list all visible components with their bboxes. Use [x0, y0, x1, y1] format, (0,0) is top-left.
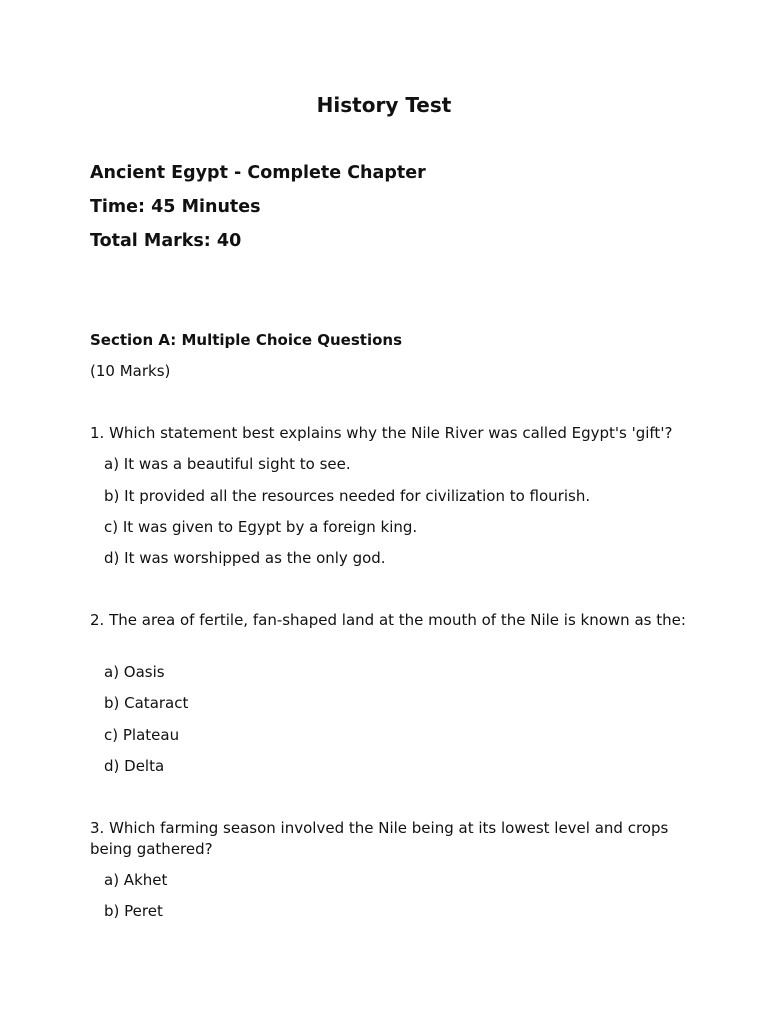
question-1-option-c: c) It was given to Egypt by a foreign king.	[104, 518, 418, 536]
question-1: 1. Which statement best explains why the Nile River was called Egypt's 'gift'?	[90, 424, 673, 442]
time-limit: Time: 45 Minutes	[90, 197, 261, 217]
question-2-option-d: d) Delta	[104, 757, 165, 775]
chapter-heading: Ancient Egypt - Complete Chapter	[90, 163, 426, 183]
question-1-option-a: a) It was a beautiful sight to see.	[104, 455, 351, 473]
question-1-option-b: b) It provided all the resources needed for civilization to flourish.	[104, 487, 591, 505]
section-marks: (10 Marks)	[90, 362, 171, 380]
question-1-option-d: d) It was worshipped as the only god.	[104, 549, 386, 567]
question-2-option-c: c) Plateau	[104, 726, 180, 744]
question-2: 2. The area of fertile, fan-shaped land at the mouth of the Nile is known as the:	[90, 611, 686, 629]
total-marks: Total Marks: 40	[90, 231, 242, 251]
question-2-option-a: a) Oasis	[104, 663, 165, 681]
section-heading: Section A: Multiple Choice Questions	[90, 331, 403, 349]
question-3: 3. Which farming season involved the Nile being at its lowest level and crops being gathered?	[90, 819, 669, 858]
page-title: History Test	[316, 93, 452, 117]
question-2-option-b: b) Cataract	[104, 694, 189, 712]
question-3-option-b: b) Peret	[104, 902, 163, 920]
question-3-option-a: a) Akhet	[104, 871, 168, 889]
